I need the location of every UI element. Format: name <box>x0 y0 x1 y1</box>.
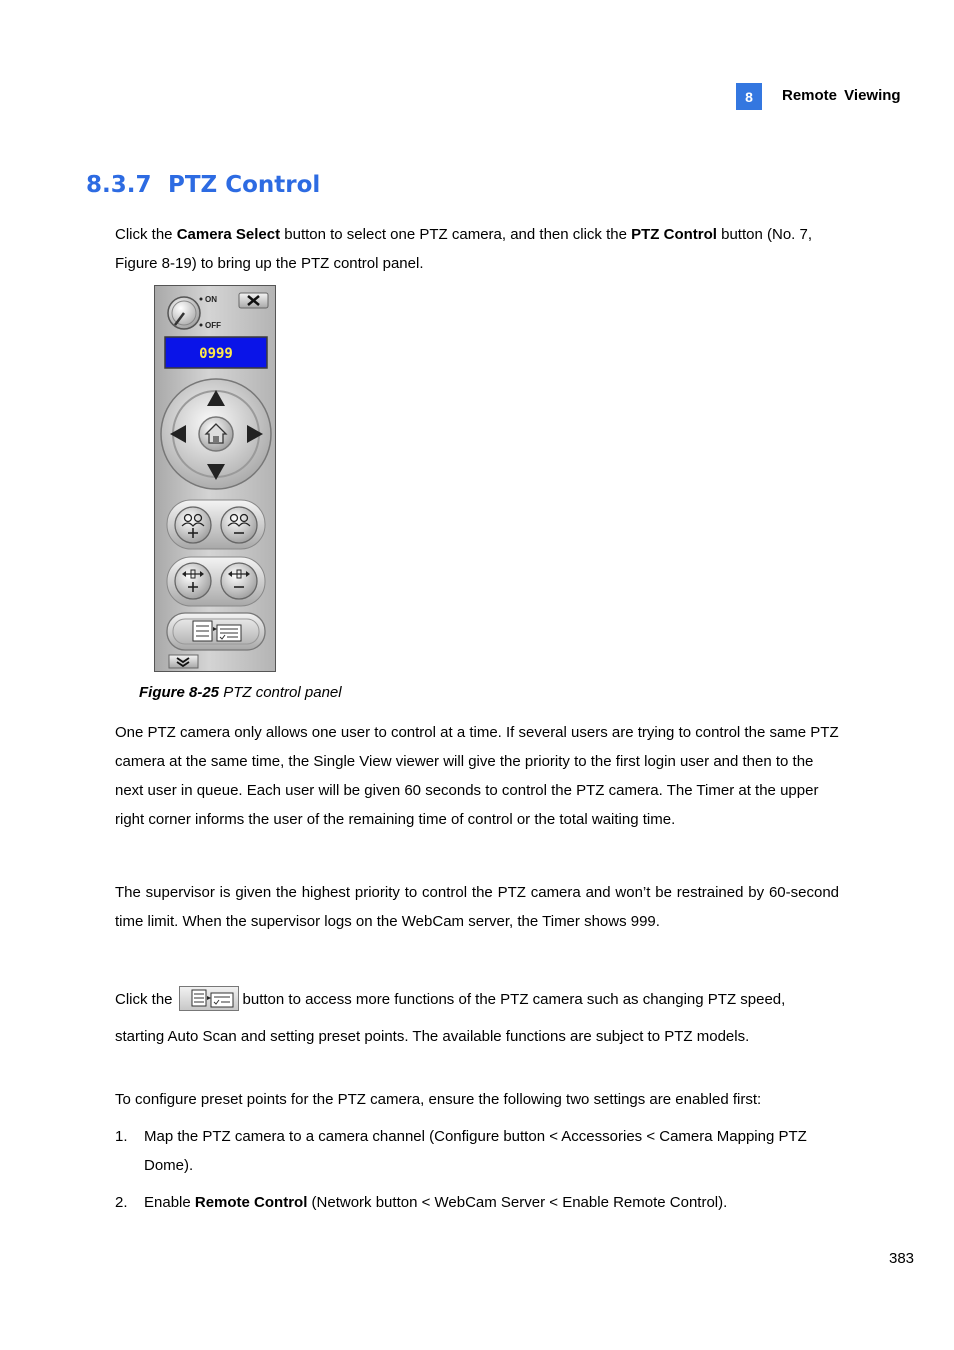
intro-text-1: Click the <box>115 226 177 243</box>
list-item-text: Map the PTZ camera to a camera channel (Configure button < Accessories < Camera Mapping PTZ Dome). <box>144 1128 807 1174</box>
list-item <box>115 1122 839 1180</box>
intro-text-2: button to select one PTZ camera, and then click the <box>280 226 632 243</box>
preset-settings-list <box>115 1122 839 1225</box>
more-functions-paragraph-line2: starting Auto Scan and setting preset points. The available functions are subject to PTZ models. <box>115 1028 750 1045</box>
remote-control-term: Remote Control <box>194 1194 308 1211</box>
intro-text-3: button (No. 7, Figure 8-19) to bring up the PTZ control panel. <box>115 226 813 272</box>
more-functions-text-before: Click the <box>115 991 173 1008</box>
ptz-control-term: PTZ Control <box>631 226 717 243</box>
more-functions-inline-icon <box>180 987 238 1010</box>
section-heading <box>86 172 320 198</box>
chapter-number-badge: 8 <box>736 83 762 110</box>
more-functions-inline-button <box>179 986 239 1011</box>
chapter-title: Remote Viewing <box>782 87 901 104</box>
list-item-number: 2. <box>115 1194 128 1211</box>
switch-off-label: OFF <box>205 321 221 330</box>
ptz-control-panel-figure <box>154 285 276 672</box>
on-dot-icon <box>200 298 203 301</box>
list-item-text-before: Enable <box>144 1194 195 1211</box>
figure-caption-text: PTZ control panel <box>219 684 342 701</box>
zoom-out-icon[interactable] <box>221 507 257 543</box>
switch-on-label: ON <box>205 295 217 304</box>
more-functions-text-after: button to access more functions of the PTZ camera such as changing PTZ speed, <box>242 991 786 1008</box>
intro-paragraph <box>115 220 839 278</box>
more-functions-icon[interactable] <box>167 613 265 650</box>
off-dot-icon <box>200 324 203 327</box>
ptz-panel-graphic <box>155 286 275 671</box>
page-number: 383 <box>889 1250 915 1267</box>
power-dial-icon[interactable] <box>168 297 200 329</box>
timer-value: 0999 <box>199 346 233 362</box>
expand-down-icon[interactable] <box>169 655 198 668</box>
list-item-text-after: (Network button < WebCam Server < Enable Remote Control). <box>307 1194 728 1211</box>
focus-far-icon[interactable] <box>221 563 257 599</box>
figure-label: Figure 8-25 <box>139 684 220 701</box>
figure-caption <box>139 684 342 701</box>
section-title: PTZ Control <box>168 172 321 198</box>
close-icon[interactable] <box>239 293 268 308</box>
section-number: 8.3.7 <box>86 172 152 198</box>
ptz-priority-paragraph: One PTZ camera only allows one user to control at a time. If several users are trying to control the same PTZ camera at the same time, the Single View viewer will give the priority to the first login user and then to the next user in queue. Each user will be given 60 seconds to control the PTZ camera. The Timer at the upper right corner informs the user of the remaining time of control or the total waiting time. <box>115 724 839 828</box>
preset-intro-paragraph: To configure preset points for the PTZ camera, ensure the following two settings are enabled first: <box>115 1091 762 1108</box>
list-item <box>115 1188 839 1217</box>
camera-select-term: Camera Select <box>176 226 281 243</box>
zoom-in-icon[interactable] <box>175 507 211 543</box>
list-item-number: 1. <box>115 1128 128 1145</box>
more-functions-paragraph <box>115 985 839 1014</box>
focus-near-icon[interactable] <box>175 563 211 599</box>
supervisor-paragraph: The supervisor is given the highest priority to control the PTZ camera and won’t be restrained by 60-second time limit. When the supervisor logs on the WebCam server, the Timer shows 999. <box>115 884 839 930</box>
